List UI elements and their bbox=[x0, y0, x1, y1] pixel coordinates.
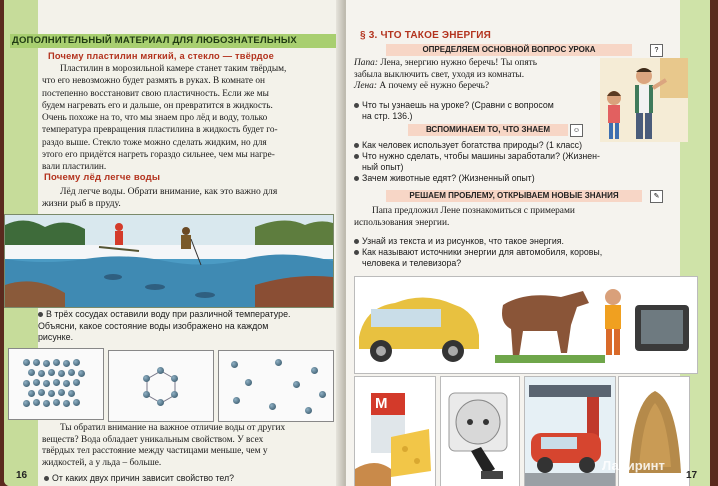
particle-icon bbox=[269, 403, 276, 410]
section1-title: Почему пластилин мягкий, а стекло — твёрдое bbox=[48, 51, 275, 61]
list-item: ный опыт) bbox=[362, 162, 404, 172]
dad-lena-illustration bbox=[600, 58, 688, 142]
tasks-list bbox=[354, 236, 674, 269]
pond-drawing bbox=[5, 215, 333, 307]
text-line: использования энергии. bbox=[354, 217, 450, 228]
text-line bbox=[38, 309, 338, 321]
task-text bbox=[38, 309, 338, 344]
dialog-text: Лена, энергию нужно беречь! Ты опять bbox=[380, 58, 538, 68]
dialog-text: А почему её нужно беречь? bbox=[379, 81, 490, 92]
particle-icon bbox=[48, 390, 55, 397]
text-line: Очень похоже на то, что мы знаем про лёд и воду, только bbox=[42, 113, 268, 124]
recall-icon: ☺ bbox=[570, 124, 583, 137]
stage-heading-2: ВСПОМИНАЕМ ТО, ЧТО ЗНАЕМ bbox=[408, 124, 568, 136]
question-line: Что ты узнаешь на уроке? (Сравни с вопросом bbox=[362, 100, 554, 110]
particle-icon bbox=[275, 359, 282, 366]
list-item bbox=[354, 247, 674, 258]
text-line: этого его придётся нагреть гораздо сильнее, чем мы нагре- bbox=[42, 150, 275, 161]
section1-text bbox=[42, 63, 338, 174]
stage-heading-1: ОПРЕДЕЛЯЕМ ОСНОВНОЙ ВОПРОС УРОКА bbox=[386, 44, 632, 56]
text-line: Папа предложил Лене познакомиться с примерами bbox=[372, 206, 575, 216]
text-line: что его невозможно будет размять в руках. В комнате он bbox=[42, 76, 265, 87]
particle-icon bbox=[43, 360, 50, 367]
page-number-left: 16 bbox=[16, 470, 28, 481]
task-line: В трёх сосудах оставили воду при различной температуре. bbox=[46, 309, 291, 319]
particle-icon bbox=[33, 399, 40, 406]
problem-text bbox=[354, 206, 674, 229]
question-1 bbox=[354, 100, 600, 122]
list-item bbox=[354, 151, 604, 162]
task-text: Как называют источники энергии для автомобиля, коровы, bbox=[362, 247, 603, 257]
discovery-icon: ✎ bbox=[650, 190, 663, 203]
text-line: веществ? Вода обладает уникальным свойством. У всех bbox=[42, 434, 264, 445]
particle-icon bbox=[63, 400, 70, 407]
particle-icon bbox=[293, 381, 300, 388]
text-line: жизни рыб в пруду. bbox=[42, 198, 121, 210]
text-line: будем нагревать его и дальше, он превратится в жидкость. bbox=[42, 100, 273, 111]
particle-icon bbox=[28, 390, 35, 397]
text-line: вали пластилин. bbox=[42, 162, 107, 173]
milk-cheese-drawing bbox=[355, 377, 435, 486]
particle-icon bbox=[68, 369, 75, 376]
particle-icon bbox=[143, 375, 150, 382]
energy-examples-illustration bbox=[354, 276, 698, 374]
section2-title: Почему лёд легче воды bbox=[44, 172, 161, 183]
particle-icon bbox=[63, 360, 70, 367]
particle-icon bbox=[63, 380, 70, 387]
particle-icon bbox=[43, 400, 50, 407]
particle-icon bbox=[245, 379, 252, 386]
section-title: § 3. ЧТО ТАКОЕ ЭНЕРГИЯ bbox=[360, 30, 492, 41]
bullet-icon bbox=[38, 312, 43, 317]
list-item bbox=[354, 173, 604, 184]
text-line: жидкостей, а у льда – больше. bbox=[42, 457, 162, 468]
recall-list bbox=[354, 140, 604, 184]
particle-icon bbox=[23, 380, 30, 387]
particle-icon bbox=[53, 379, 60, 386]
hexagon-lattice bbox=[109, 351, 213, 421]
particle-icon bbox=[48, 369, 55, 376]
section2-text bbox=[42, 186, 338, 211]
bullet-icon bbox=[354, 239, 359, 244]
bullet-icon bbox=[354, 250, 359, 255]
text-line: раздо выше. Стекло тоже можно сделать жидким, но для bbox=[42, 137, 267, 148]
stage-heading-3: РЕШАЕМ ПРОБЛЕМУ, ОТКРЫВАЕМ НОВЫЕ ЗНАНИЯ bbox=[386, 190, 642, 202]
particle-icon bbox=[23, 400, 30, 407]
family-drawing bbox=[600, 58, 688, 142]
text-line: рисунке. bbox=[38, 332, 74, 343]
list-item bbox=[354, 140, 604, 151]
particle-icon bbox=[53, 399, 60, 406]
watermark-text: Лабиринт bbox=[602, 458, 665, 473]
particle-icon bbox=[171, 391, 178, 398]
last-bullet-text: От каких двух причин зависит свойство тел? bbox=[52, 473, 235, 483]
recall-text: Зачем животные едят? (Жизненный опыт) bbox=[362, 173, 535, 183]
bullet-icon bbox=[354, 154, 359, 159]
text-line: Пластилин в морозильной камере станет таким твёрдым, bbox=[60, 64, 287, 74]
particle-icon bbox=[231, 361, 238, 368]
page-number-right: 17 bbox=[686, 470, 698, 481]
right-page bbox=[346, 0, 710, 486]
particle-icon bbox=[33, 359, 40, 366]
text-line bbox=[354, 100, 600, 111]
dialog-line: забыла выключить свет, уходя из комнаты. bbox=[354, 69, 525, 80]
speaker-lena: Лена: bbox=[354, 81, 377, 92]
dialog bbox=[354, 58, 598, 93]
list-item: человека и телевизора? bbox=[362, 258, 462, 268]
banner-title: ДОПОЛНИТЕЛЬНЫЙ МАТЕРИАЛ ДЛЯ ЛЮБОЗНАТЕЛЬНЫХ bbox=[12, 35, 297, 46]
task-text: Узнай из текста и из рисунков, что такое энергия. bbox=[362, 236, 564, 246]
bullet-icon bbox=[354, 143, 359, 148]
particle-icon bbox=[157, 399, 164, 406]
gas-state-box bbox=[218, 350, 334, 422]
ice-state-box bbox=[108, 350, 214, 422]
list-item bbox=[354, 236, 674, 247]
particle-icon bbox=[78, 370, 85, 377]
text-line: постепенно восстановит свою пластичность. Если же мы bbox=[42, 88, 269, 99]
particle-icon bbox=[58, 389, 65, 396]
text-line: твёрдых тел расстояние между частицами меньше, чем у bbox=[42, 446, 268, 456]
bullet-icon bbox=[44, 476, 49, 481]
left-page bbox=[4, 0, 344, 486]
particle-icon bbox=[305, 407, 312, 414]
particle-icon bbox=[38, 389, 45, 396]
socket-drawing bbox=[441, 377, 519, 486]
particle-icon bbox=[28, 369, 35, 376]
text-line: на стр. 136.) bbox=[362, 111, 413, 121]
text-line: температура превращения пластилина в жидкость будет го- bbox=[42, 125, 278, 136]
question-icon: ? bbox=[650, 44, 663, 57]
particle-icon bbox=[38, 370, 45, 377]
socket-illustration bbox=[440, 376, 520, 486]
particle-icon bbox=[43, 380, 50, 387]
milk-carton-letter: М bbox=[375, 395, 388, 412]
particle-icon bbox=[143, 391, 150, 398]
pond-illustration bbox=[4, 214, 334, 308]
text-line: Объясни, какое состояние воды изображено на каждом bbox=[38, 320, 269, 331]
particle-icon bbox=[311, 367, 318, 374]
particle-icon bbox=[73, 399, 80, 406]
dialog-line bbox=[354, 58, 598, 70]
particle-icon bbox=[171, 375, 178, 382]
particle-icon bbox=[53, 359, 60, 366]
speaker-papa: Папа: bbox=[354, 58, 378, 68]
text-line: Лёд легче воды. Обрати внимание, как это важно для bbox=[60, 186, 278, 197]
last-bullet bbox=[44, 472, 334, 484]
particle-icon bbox=[319, 391, 326, 398]
particle-icon bbox=[157, 367, 164, 374]
bullet-icon bbox=[354, 103, 359, 108]
food-illustration bbox=[354, 376, 436, 486]
particle-icon bbox=[23, 359, 30, 366]
bullet-icon bbox=[354, 176, 359, 181]
recall-text: Как человек использует богатства природы? (1 класс) bbox=[362, 140, 583, 150]
closing-text bbox=[42, 423, 338, 469]
dialog-line bbox=[354, 81, 598, 93]
text-line: Ты обратил внимание на важное отличие воды от других bbox=[60, 423, 286, 433]
particle-icon bbox=[73, 359, 80, 366]
particle-icon bbox=[233, 397, 240, 404]
particle-icon bbox=[73, 379, 80, 386]
particle-icon bbox=[68, 390, 75, 397]
energy-drawing bbox=[355, 277, 697, 373]
recall-text: Что нужно сделать, чтобы машины заработали? (Жизнен- bbox=[362, 151, 600, 161]
particle-icon bbox=[58, 370, 65, 377]
particle-icon bbox=[33, 379, 40, 386]
solid-state-box bbox=[8, 348, 104, 420]
